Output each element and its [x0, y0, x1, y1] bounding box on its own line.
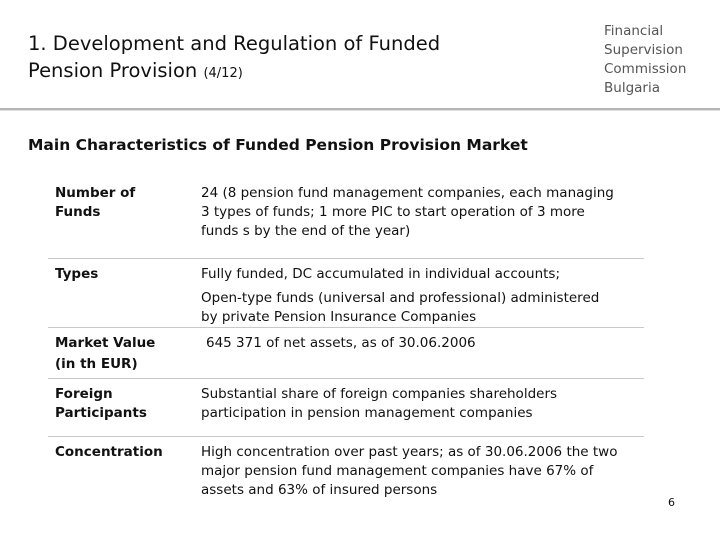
row-label-line: Concentration — [55, 444, 163, 460]
table-row — [48, 437, 644, 503]
row-value-line: by private Pension Insurance Companies — [201, 309, 477, 325]
row-value — [201, 443, 641, 500]
organization-name — [604, 22, 714, 98]
row-label — [55, 265, 185, 284]
row-label-line: Market Value — [55, 335, 156, 351]
table-row — [48, 328, 644, 379]
row-value — [201, 184, 641, 241]
organization-name-line: Bulgaria — [604, 80, 660, 96]
row-value — [201, 265, 641, 327]
row-value-line: participation in pension management companies — [201, 405, 533, 421]
header-divider-shadow — [0, 110, 720, 111]
row-label-line: Foreign — [55, 386, 113, 402]
row-value-line: Open-type funds (universal and professional) administered — [201, 290, 600, 306]
slide-part-indicator: (4/12) — [203, 66, 243, 81]
row-value-line: 24 (8 pension fund management companies, each managing — [201, 185, 614, 201]
table-row — [48, 259, 644, 328]
organization-name-line: Supervision — [604, 42, 683, 58]
characteristics-table — [48, 178, 644, 503]
row-value-line: major pension fund management companies have 67% of — [201, 463, 594, 479]
row-label-line: (in th EUR) — [55, 356, 138, 372]
row-label — [55, 334, 185, 374]
table-row — [48, 178, 644, 259]
row-label-line: Number of — [55, 185, 136, 201]
table-row — [48, 379, 644, 437]
row-label-line: Funds — [55, 204, 101, 220]
row-label — [55, 385, 185, 423]
row-value-line: funds s by the end of the year) — [201, 223, 411, 239]
row-value-line: Substantial share of foreign companies shareholders — [201, 386, 558, 402]
row-value-line: Fully funded, DC accumulated in individual accounts; — [201, 266, 561, 282]
row-value-line: 645 371 of net assets, as of 30.06.2006 — [206, 335, 476, 351]
section-heading: Main Characteristics of Funded Pension Provision Market — [28, 136, 528, 154]
row-value-line: High concentration over past years; as of 30.06.2006 the two — [201, 444, 618, 460]
row-label-line: Participants — [55, 405, 147, 421]
slide-title-line-1: 1. Development and Regulation of Funded — [28, 32, 441, 55]
row-value-line: assets and 63% of insured persons — [201, 482, 438, 498]
row-value — [206, 334, 646, 353]
organization-name-line: Financial — [604, 23, 664, 39]
row-label-line: Types — [55, 266, 99, 282]
slide-title-line-2 — [28, 57, 548, 87]
slide-title-line-2-text: Pension Provision — [28, 59, 198, 82]
row-label — [55, 443, 185, 462]
row-value — [201, 385, 641, 423]
row-label — [55, 184, 185, 222]
row-value-line: 3 types of funds; 1 more PIC to start operation of 3 more — [201, 204, 585, 220]
slide-title — [28, 30, 548, 87]
organization-name-line: Commission — [604, 61, 687, 77]
page-number: 6 — [668, 496, 675, 509]
